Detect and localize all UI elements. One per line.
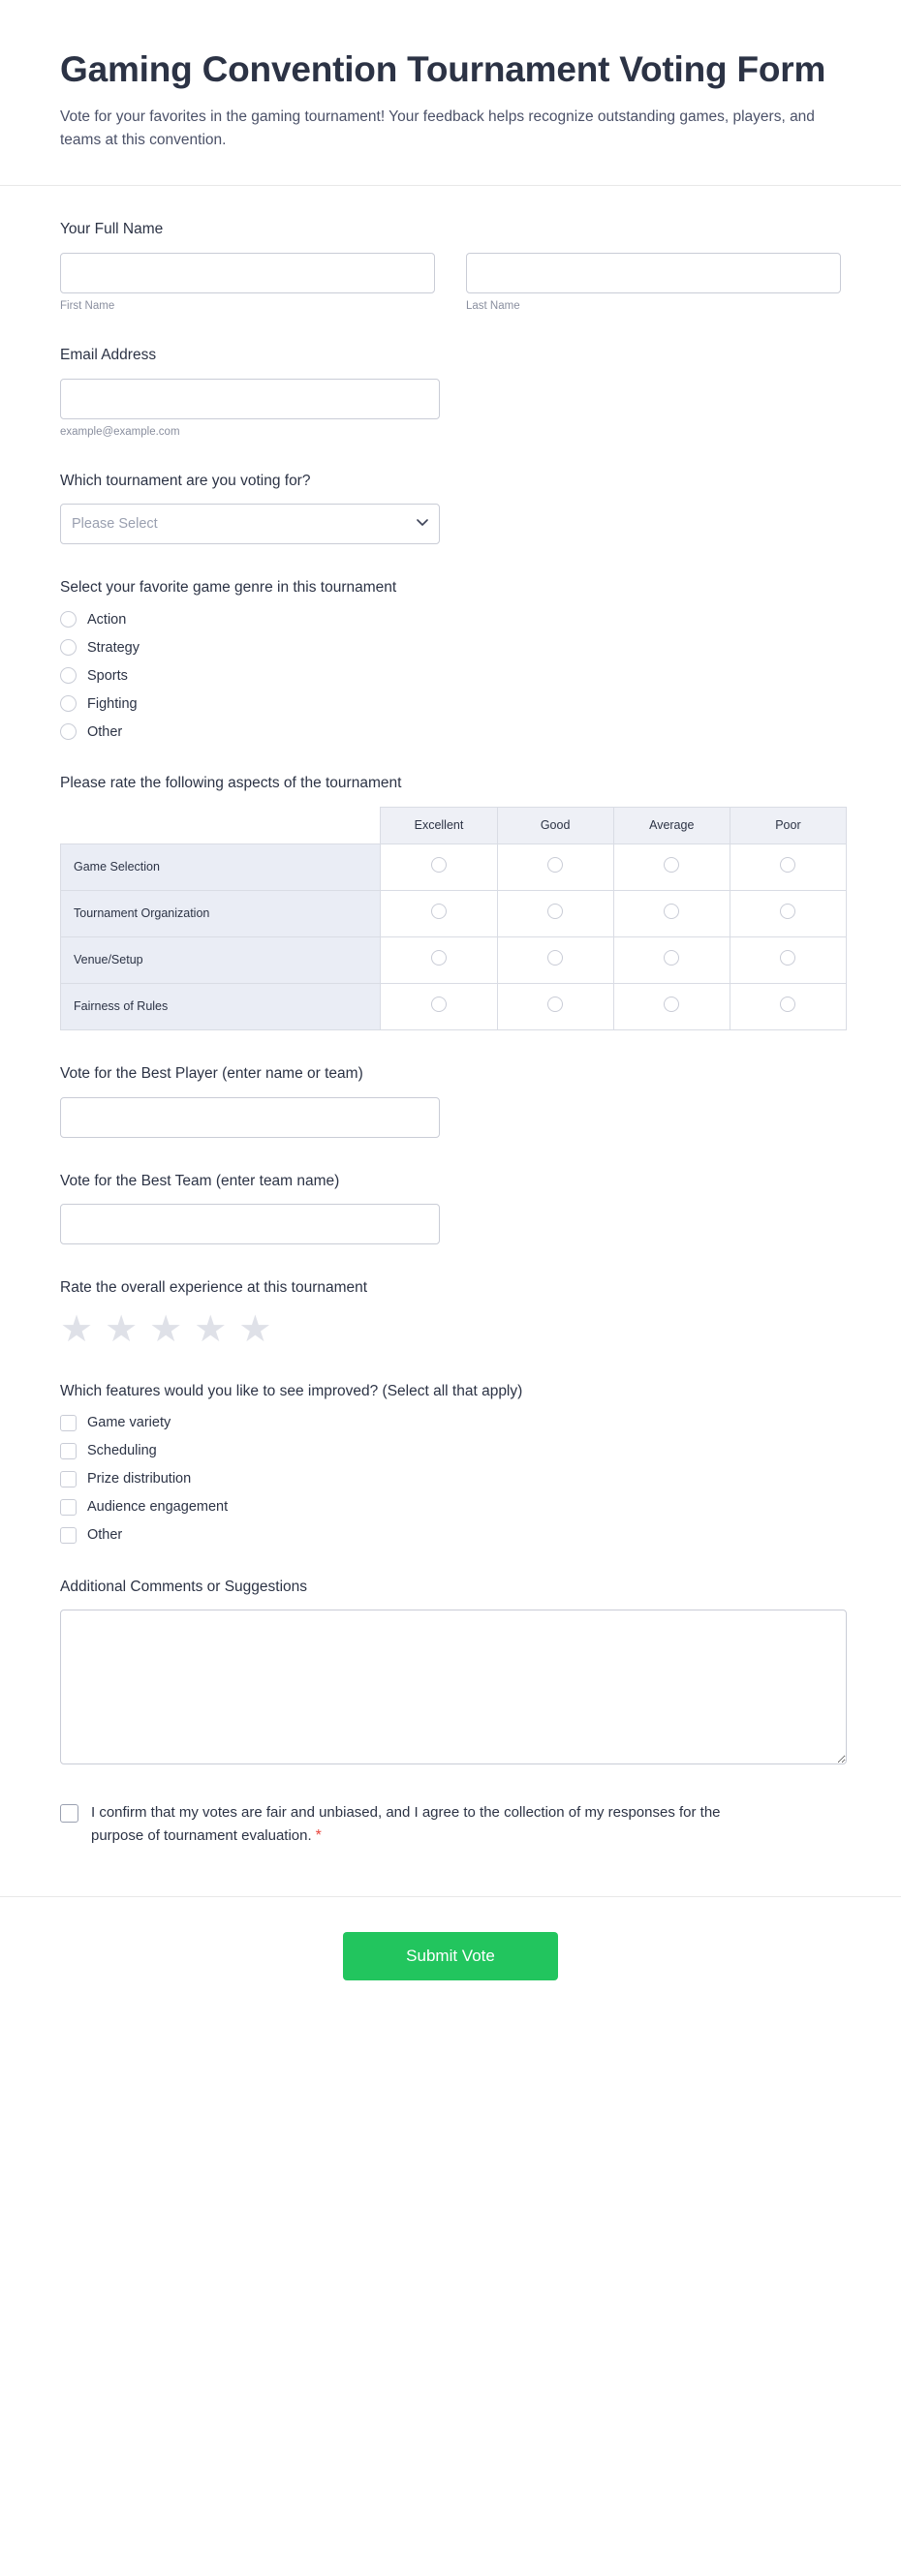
improvement-option-label: Prize distribution	[87, 1471, 192, 1487]
matrix-cell[interactable]	[730, 890, 846, 936]
matrix-cell[interactable]	[381, 890, 497, 936]
email-field[interactable]	[60, 379, 440, 419]
matrix-row-label: Fairness of Rules	[61, 983, 381, 1029]
improvement-option-game-variety[interactable]	[60, 1415, 841, 1431]
field-email	[60, 345, 841, 438]
consent-checkbox-icon[interactable]	[60, 1804, 78, 1823]
consent-text: I confirm that my votes are fair and unbiased, and I agree to the collection of my responses for the purpose of tournament evaluation.	[91, 1804, 721, 1844]
genre-option-action[interactable]	[60, 611, 841, 628]
best-team-input[interactable]	[60, 1204, 440, 1244]
matrix-cell[interactable]	[730, 843, 846, 890]
genre-label: Select your favorite game genre in this tournament	[60, 579, 397, 597]
email-sublabel: example@example.com	[60, 425, 180, 438]
genre-option-fighting[interactable]	[60, 695, 841, 712]
checkbox-icon[interactable]	[60, 1471, 77, 1487]
star-icon[interactable]: ★	[149, 1308, 183, 1350]
radio-icon[interactable]	[431, 904, 447, 919]
genre-option-label: Sports	[87, 667, 128, 684]
submit-vote-button[interactable]: Submit Vote	[343, 1932, 558, 1980]
checkbox-icon[interactable]	[60, 1499, 77, 1516]
checkbox-icon[interactable]	[60, 1415, 77, 1431]
field-tournament	[60, 471, 841, 545]
matrix-cell[interactable]	[497, 983, 613, 1029]
improvement-option-prize-distribution[interactable]	[60, 1471, 841, 1487]
first-name-col	[60, 253, 435, 312]
last-name-sublabel: Last Name	[466, 300, 520, 313]
genre-option-other[interactable]	[60, 723, 841, 740]
field-genre	[60, 577, 841, 740]
improvement-option-label: Scheduling	[87, 1443, 157, 1459]
radio-icon[interactable]	[431, 997, 447, 1012]
radio-icon[interactable]	[60, 723, 77, 740]
matrix-cell[interactable]	[613, 936, 730, 983]
matrix-row-label: Game Selection	[61, 843, 381, 890]
page-title: Gaming Convention Tournament Voting Form	[60, 49, 826, 89]
field-overall-rating	[60, 1277, 841, 1348]
radio-icon[interactable]	[780, 997, 795, 1012]
matrix-cell[interactable]	[613, 890, 730, 936]
matrix-col-good: Good	[497, 807, 613, 843]
field-rating-matrix	[60, 773, 841, 1030]
table-row	[61, 936, 847, 983]
field-improvements	[60, 1381, 841, 1544]
comments-label: Additional Comments or Suggestions	[60, 1578, 308, 1595]
radio-icon[interactable]	[664, 857, 679, 873]
table-row	[61, 843, 847, 890]
radio-icon[interactable]	[780, 950, 795, 966]
radio-icon[interactable]	[547, 950, 563, 966]
radio-icon[interactable]	[664, 997, 679, 1012]
genre-option-label: Strategy	[87, 639, 140, 656]
radio-icon[interactable]	[60, 611, 77, 628]
star-rating[interactable]	[60, 1308, 841, 1350]
matrix-col-poor: Poor	[730, 807, 846, 843]
tournament-label: Which tournament are you voting for?	[60, 472, 311, 489]
improvement-option-label: Game variety	[87, 1415, 171, 1431]
matrix-cell[interactable]	[497, 843, 613, 890]
required-marker: *	[315, 1826, 322, 1844]
checkbox-icon[interactable]	[60, 1527, 77, 1544]
first-name-sublabel: First Name	[60, 300, 115, 313]
table-row	[61, 890, 847, 936]
star-icon[interactable]: ★	[194, 1308, 228, 1350]
matrix-corner-cell	[61, 807, 381, 843]
last-name-col	[466, 253, 841, 312]
radio-icon[interactable]	[547, 857, 563, 873]
form-body	[0, 186, 901, 1895]
matrix-col-average: Average	[613, 807, 730, 843]
form-description: Vote for your favorites in the gaming tournament! Your feedback helps recognize outstanding games, players, and teams at this convention.	[60, 108, 815, 149]
first-name-input[interactable]	[60, 253, 435, 293]
tournament-select[interactable]	[60, 504, 440, 544]
tournament-select-wrap	[60, 504, 440, 544]
form-header	[0, 0, 901, 186]
radio-icon[interactable]	[431, 950, 447, 966]
matrix-cell[interactable]	[730, 936, 846, 983]
genre-option-label: Fighting	[87, 695, 138, 712]
radio-icon[interactable]	[547, 904, 563, 919]
best-team-label: Vote for the Best Team (enter team name)	[60, 1172, 340, 1189]
field-best-player	[60, 1063, 841, 1138]
field-full-name	[60, 219, 841, 312]
checkbox-icon[interactable]	[60, 1443, 77, 1459]
genre-option-label: Other	[87, 723, 123, 740]
matrix-cell[interactable]	[381, 936, 497, 983]
star-icon[interactable]: ★	[105, 1308, 139, 1350]
matrix-cell[interactable]	[730, 983, 846, 1029]
full-name-label: Your Full Name	[60, 221, 164, 238]
improvement-option-audience-engagement[interactable]	[60, 1499, 841, 1516]
radio-icon[interactable]	[780, 904, 795, 919]
matrix-col-excellent: Excellent	[381, 807, 497, 843]
genre-option-label: Action	[87, 611, 127, 628]
consent-row[interactable]	[60, 1802, 841, 1848]
star-icon[interactable]: ★	[238, 1308, 272, 1350]
matrix-cell[interactable]	[613, 983, 730, 1029]
genre-radio-group	[60, 611, 841, 740]
radio-icon[interactable]	[60, 667, 77, 684]
improvements-label: Which features would you like to see improved? (Select all that apply)	[60, 1382, 523, 1399]
matrix-cell[interactable]	[381, 983, 497, 1029]
matrix-row-label: Venue/Setup	[61, 936, 381, 983]
field-best-team	[60, 1171, 841, 1245]
matrix-cell[interactable]	[613, 843, 730, 890]
improvement-option-label: Audience engagement	[87, 1499, 229, 1516]
radio-icon[interactable]	[60, 639, 77, 656]
name-row	[60, 253, 841, 312]
genre-option-strategy[interactable]	[60, 639, 841, 656]
consent-label	[91, 1802, 769, 1848]
best-player-label: Vote for the Best Player (enter name or team)	[60, 1064, 363, 1082]
star-icon[interactable]: ★	[60, 1308, 94, 1350]
table-row	[61, 983, 847, 1029]
improvement-option-other[interactable]	[60, 1527, 841, 1544]
email-col	[60, 379, 440, 438]
field-comments	[60, 1577, 841, 1770]
overall-rating-label: Rate the overall experience at this tournament	[60, 1279, 368, 1297]
genre-option-sports[interactable]	[60, 667, 841, 684]
last-name-input[interactable]	[466, 253, 841, 293]
radio-icon[interactable]	[664, 950, 679, 966]
matrix-row-label: Tournament Organization	[61, 890, 381, 936]
matrix-cell[interactable]	[381, 843, 497, 890]
form-footer	[0, 1896, 901, 2029]
improvement-option-label: Other	[87, 1527, 123, 1544]
best-player-input[interactable]	[60, 1097, 440, 1138]
matrix-label: Please rate the following aspects of the tournament	[60, 775, 402, 792]
best-player-col	[60, 1097, 440, 1138]
comments-textarea[interactable]	[60, 1610, 847, 1764]
radio-icon[interactable]	[60, 695, 77, 712]
matrix-cell[interactable]	[497, 890, 613, 936]
radio-icon[interactable]	[547, 997, 563, 1012]
best-team-col	[60, 1204, 440, 1244]
radio-icon[interactable]	[664, 904, 679, 919]
matrix-header-row	[61, 807, 847, 843]
email-label: Email Address	[60, 347, 157, 364]
improvement-option-scheduling[interactable]	[60, 1443, 841, 1459]
improvements-checkbox-group	[60, 1415, 841, 1544]
radio-icon[interactable]	[431, 857, 447, 873]
matrix-cell[interactable]	[497, 936, 613, 983]
radio-icon[interactable]	[780, 857, 795, 873]
rating-matrix-table	[60, 807, 847, 1030]
